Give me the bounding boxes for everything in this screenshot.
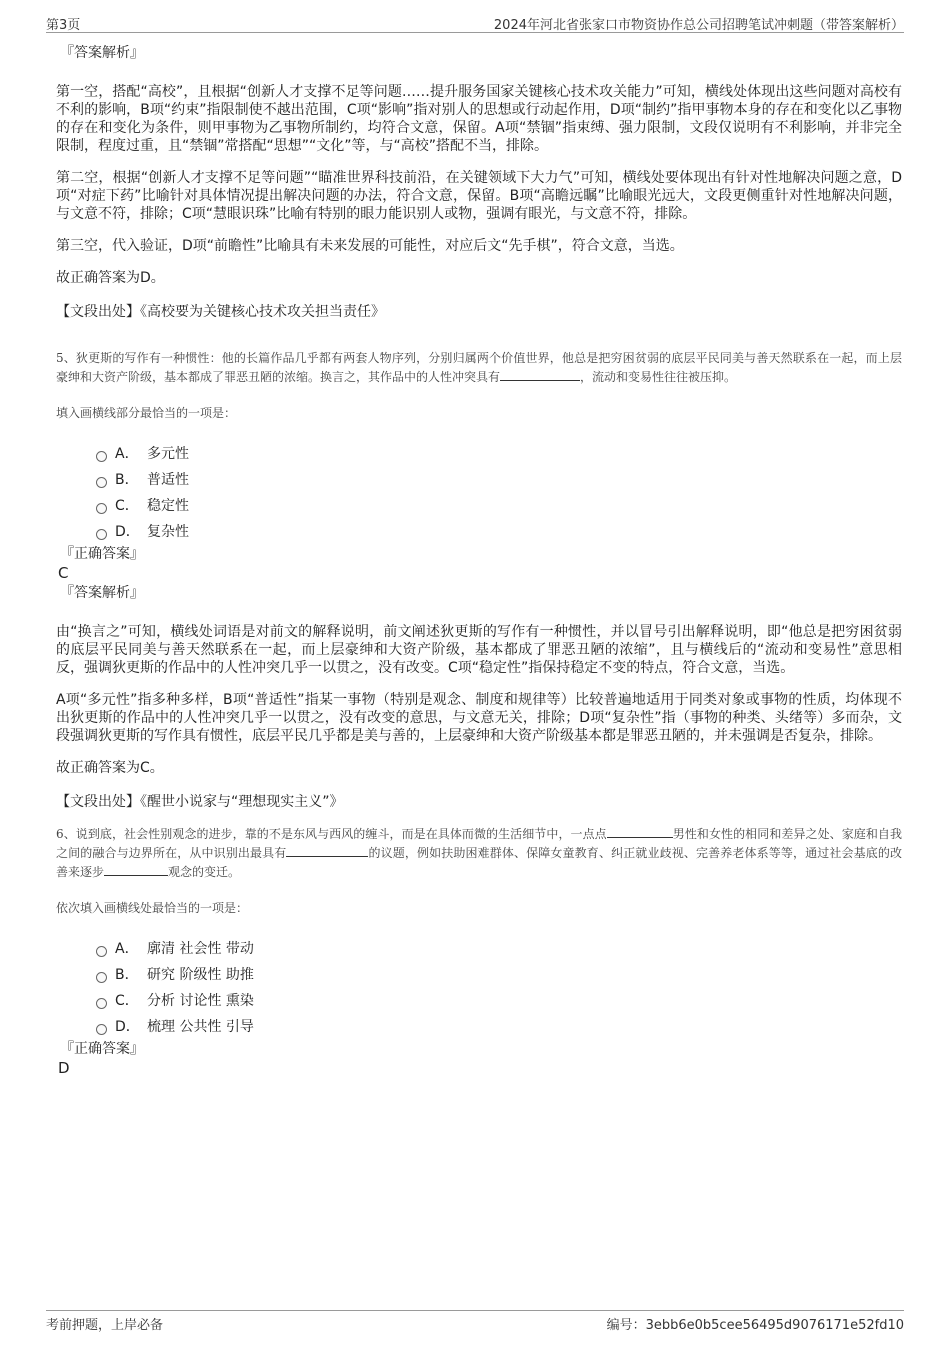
passage-source: 【文段出处】《高校要为关键核心技术攻关担当责任》 [56,304,385,320]
option-b[interactable]: B． 普适性 [96,467,902,493]
question-6-options [96,936,902,1040]
analysis-conclusion: 故正确答案为C。 [56,760,164,776]
correct-answer-label: 『正确答案』 [60,546,144,562]
analysis-paragraph: 第三空，代入验证，D项“前瞻性”比喻具有未来发展的可能性，对应后文“先手棋”，符合文意，当选。 [56,238,684,254]
answer-blank [500,368,580,381]
option-d[interactable]: D． 复杂性 [96,519,902,545]
radio-icon[interactable] [96,503,107,514]
passage-source: 【文段出处】《醒世小说家与“理想现实主义”》 [56,794,344,810]
option-d[interactable]: D． 梳理 公共性 引导 [96,1014,902,1040]
analysis-paragraph: 第一空，搭配“高校”，且根据“创新人才支撑不足等问题……提升服务国家关键核心技术攻关能力”可知，横线处体现出这些问题对高校有不利的影响，B项“约束”指限制使不越出范围，C项“影响”指对别人的思想或行动起作用，D项“制约”指甲事物本身的存在和变化以乙事物的存在和变化为条件，则甲事物为乙事物所制约，均符合文意，保留。A项“禁锢”指束缚、强力限制，文段仅说明有不利影响，并非完全限制，程度过重，且“禁锢”常搭配“思想”“文化”等，与“高校”搭配不当，排除。 [56,84,902,154]
correct-answer: D [58,1059,70,1077]
answer-blank [286,844,368,857]
correct-answer-label: 『正确答案』 [60,1041,144,1057]
question-5-text: 5、狄更斯的写作有一种惯性：他的长篇作品几乎都有两套人物序列，分别归属两个价值世界，他总是把穷困贫弱的底层平民同美与善天然联系在一起，而上层豪绅和大资产阶级，基本都成了罪恶丑陋的浓缩。换言之，其作品中的人性冲突具有 ，流动和变易性往往被压抑。 [56,351,902,384]
radio-icon[interactable] [96,1024,107,1035]
question-5-options [96,441,902,545]
page-header [46,12,904,33]
document-id: 编号：3ebb6e0b5cee56495d9076171e52fd10 [606,1318,904,1333]
option-a[interactable]: A． 多元性 [96,441,902,467]
answer-blank [607,825,673,838]
radio-icon[interactable] [96,972,107,983]
analysis-conclusion: 故正确答案为D。 [56,270,165,286]
question-6-text: 6、说到底，社会性别观念的进步，靠的不是东风与西风的缠斗，而是在具体而微的生活细节中，一点点 男性和女性的相同和差异之处、家庭和自我之间的融合与边界所在，从中识别出最具有 的议题，例如扶助困难群体、保障女童教育、纠正就业歧视、完善养老体系等等，通过社会基底的改善来逐步 观念的变迁。 [56,827,902,879]
radio-icon[interactable] [96,477,107,488]
analysis-paragraph: A项“多元性”指多种多样，B项“普适性”指某一事物（特别是观念、制度和规律等）比较普遍地适用于同类对象或事物的性质，均体现不出狄更斯的作品中的人性冲突几乎一以贯之，没有改变的意思，与文意无关，排除；D项“复杂性”指（事物的种类、头绪等）多而杂，文段强调狄更斯的写作具有惯性，底层平民几乎都是美与善的，上层豪绅和大资产阶级基本都是罪恶丑陋的，并未强调是否复杂，排除。 [56,692,902,744]
document-title: 2024年河北省张家口市物资协作总公司招聘笔试冲刺题（带答案解析） [493,18,904,33]
footer-slogan: 考前押题，上岸必备 [46,1318,164,1333]
radio-icon[interactable] [96,998,107,1009]
option-c[interactable]: C． 分析 讨论性 熏染 [96,988,902,1014]
analysis-paragraph: 由“换言之”可知，横线处词语是对前文的解释说明，前文阐述狄更斯的写作有一种惯性，并以冒号引出解释说明，即“他总是把穷困贫弱的底层平民同美与善天然联系在一起，而上层豪绅和大资产阶级，基本都成了罪恶丑陋的浓缩”，且与横线后的“流动和变易性”意思相反，强调狄更斯的作品中的人性冲突几乎一以贯之，没有改变。C项“稳定性”指保持稳定不变的特点，符合文意，当选。 [56,624,902,676]
radio-icon[interactable] [96,529,107,540]
option-c[interactable]: C． 稳定性 [96,493,902,519]
analysis-paragraph: 第二空，根据“创新人才支撑不足等问题”“瞄准世界科技前沿，在关键领域下大力气”可知，横线处要体现出有针对性地解决问题之意，D项“对症下药”比喻针对具体情况提出解决问题的办法，符合文意，保留。B项“高瞻远瞩”比喻眼光远大，文段更侧重针对性地解决问题，与文意不符，排除；C项“慧眼识珠”比喻有特别的眼力能识别人或物，强调有眼光，与文意不符，排除。 [56,170,902,222]
question-5-prompt: 填入画横线部分最恰当的一项是： [56,406,237,420]
analysis-label: 『答案解析』 [60,585,144,601]
option-b[interactable]: B． 研究 阶级性 助推 [96,962,902,988]
correct-answer: C [58,564,69,582]
radio-icon[interactable] [96,451,107,462]
page-number: 第3页 [46,18,81,33]
question-6-prompt: 依次填入画横线处最恰当的一项是： [56,901,249,915]
answer-blank [104,863,168,876]
option-a[interactable]: A． 廓清 社会性 带动 [96,936,902,962]
analysis-label: 『答案解析』 [60,45,144,61]
radio-icon[interactable] [96,946,107,957]
page-content [56,44,902,1077]
page-footer [46,1310,904,1335]
